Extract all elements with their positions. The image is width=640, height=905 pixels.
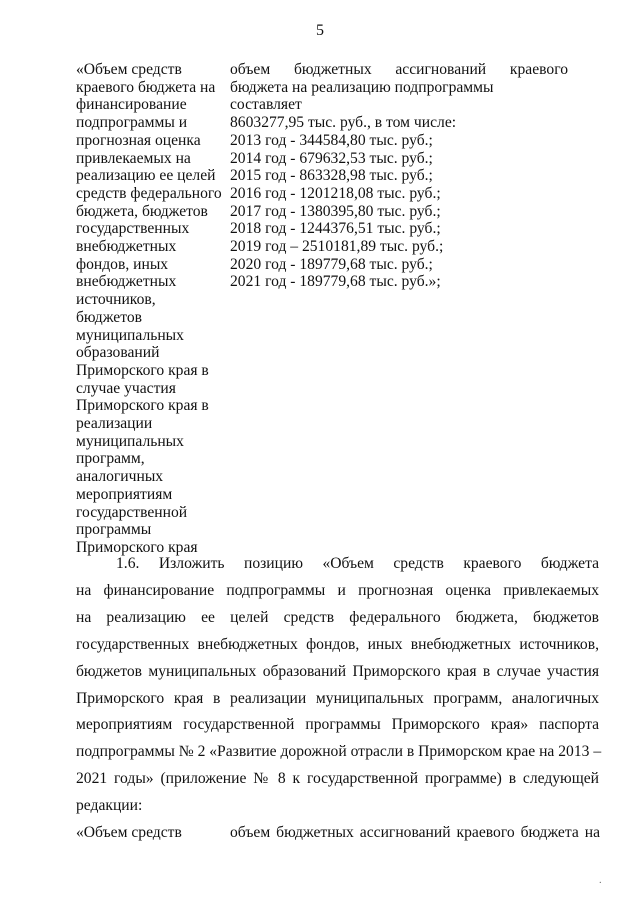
left-line: финансирование xyxy=(76,96,187,114)
body-paragraph xyxy=(76,551,602,820)
left-line: средств федерального xyxy=(76,184,222,202)
year-line: 2021 год - 189779,68 тыс. руб.»; xyxy=(230,273,441,291)
intro-line: 8603277,95 тыс. руб., в том числе: xyxy=(230,114,457,132)
intro-line: бюджета на реализацию подпрограммы составляет xyxy=(230,78,494,114)
left-line: «Объем средств xyxy=(76,61,182,78)
left-line: внебюджетных xyxy=(76,273,177,291)
year-line: 2019 год – 2510181,89 тыс. руб.; xyxy=(230,238,444,256)
paragraph-line: бюджетов муниципальных образований Приморского края в случае участия xyxy=(76,662,599,680)
left-line: бюджетов xyxy=(76,308,142,326)
left-line: Приморского края xyxy=(76,538,198,556)
left-line: подпрограммы и xyxy=(76,114,188,132)
left-line: программы xyxy=(76,521,152,539)
year-line: 2013 год - 344584,80 тыс. руб.; xyxy=(230,131,433,149)
left-line: случае участия xyxy=(76,379,176,397)
left-column-heading xyxy=(76,61,226,557)
scan-dot: · xyxy=(598,878,602,889)
year-line: 2017 год - 1380395,80 тыс. руб.; xyxy=(230,202,441,220)
paragraph-line: подпрограммы № 2 «Развитие дорожной отрасли в Приморском крае на 2013 – xyxy=(76,743,602,761)
left-line: аналогичных xyxy=(76,468,164,486)
paragraph-line: на реализацию ее целей средств федерального бюджета, бюджетов xyxy=(76,608,599,626)
left-line: краевого бюджета на xyxy=(76,78,216,96)
paragraph-line: государственных внебюджетных фондов, иных внебюджетных источников, xyxy=(76,635,599,653)
left-line: прогнозная оценка xyxy=(76,131,201,149)
left-line: муниципальных xyxy=(76,432,184,450)
bottom-left-text: «Объем средств xyxy=(76,824,182,841)
bottom-right-text: объем бюджетных ассигнований краевого бюджета на xyxy=(230,824,600,841)
paragraph-line: на финансирование подпрограммы и прогнозная оценка привлекаемых xyxy=(76,581,599,599)
year-line: 2015 год - 863328,98 тыс. руб.; xyxy=(230,167,433,185)
paragraph-line: 1.6. Изложить позицию «Объем средств краевого бюджета xyxy=(116,555,599,572)
left-line: муниципальных xyxy=(76,326,184,344)
left-line: внебюджетных xyxy=(76,238,177,256)
paragraph-line: 2021 годы» (приложение № 8 к государственной программе) в следующей xyxy=(76,770,599,788)
left-line: образований xyxy=(76,344,160,362)
intro-line: объем бюджетных ассигнований краевого xyxy=(230,61,568,78)
paragraph-line: редакции: xyxy=(76,797,143,815)
left-line: реализации xyxy=(76,415,153,433)
left-line: программ, xyxy=(76,450,145,468)
left-line: мероприятиям xyxy=(76,485,173,503)
left-line: источников, xyxy=(76,291,156,309)
year-line: 2020 год - 189779,68 тыс. руб.; xyxy=(230,255,433,273)
page-number: 5 xyxy=(316,22,324,39)
year-line: 2014 год - 679632,53 тыс. руб.; xyxy=(230,149,433,167)
paragraph-line: мероприятиям государственной программы Приморского края» паспорта xyxy=(76,716,599,734)
left-line: привлекаемых на xyxy=(76,149,191,167)
left-line: бюджета, бюджетов xyxy=(76,202,208,220)
left-line: реализацию ее целей xyxy=(76,167,216,185)
left-line: государственной xyxy=(76,503,188,521)
left-line: Приморского края в xyxy=(76,361,209,379)
left-line: фондов, иных xyxy=(76,255,169,273)
year-line: 2016 год - 1201218,08 тыс. руб.; xyxy=(230,184,441,202)
left-line: государственных xyxy=(76,220,190,238)
paragraph-line: Приморского края в реализации муниципальных программ, аналогичных xyxy=(76,689,599,707)
left-line: Приморского края в xyxy=(76,397,209,415)
year-line: 2018 год - 1244376,51 тыс. руб.; xyxy=(230,220,441,238)
right-column-funding xyxy=(230,61,568,291)
